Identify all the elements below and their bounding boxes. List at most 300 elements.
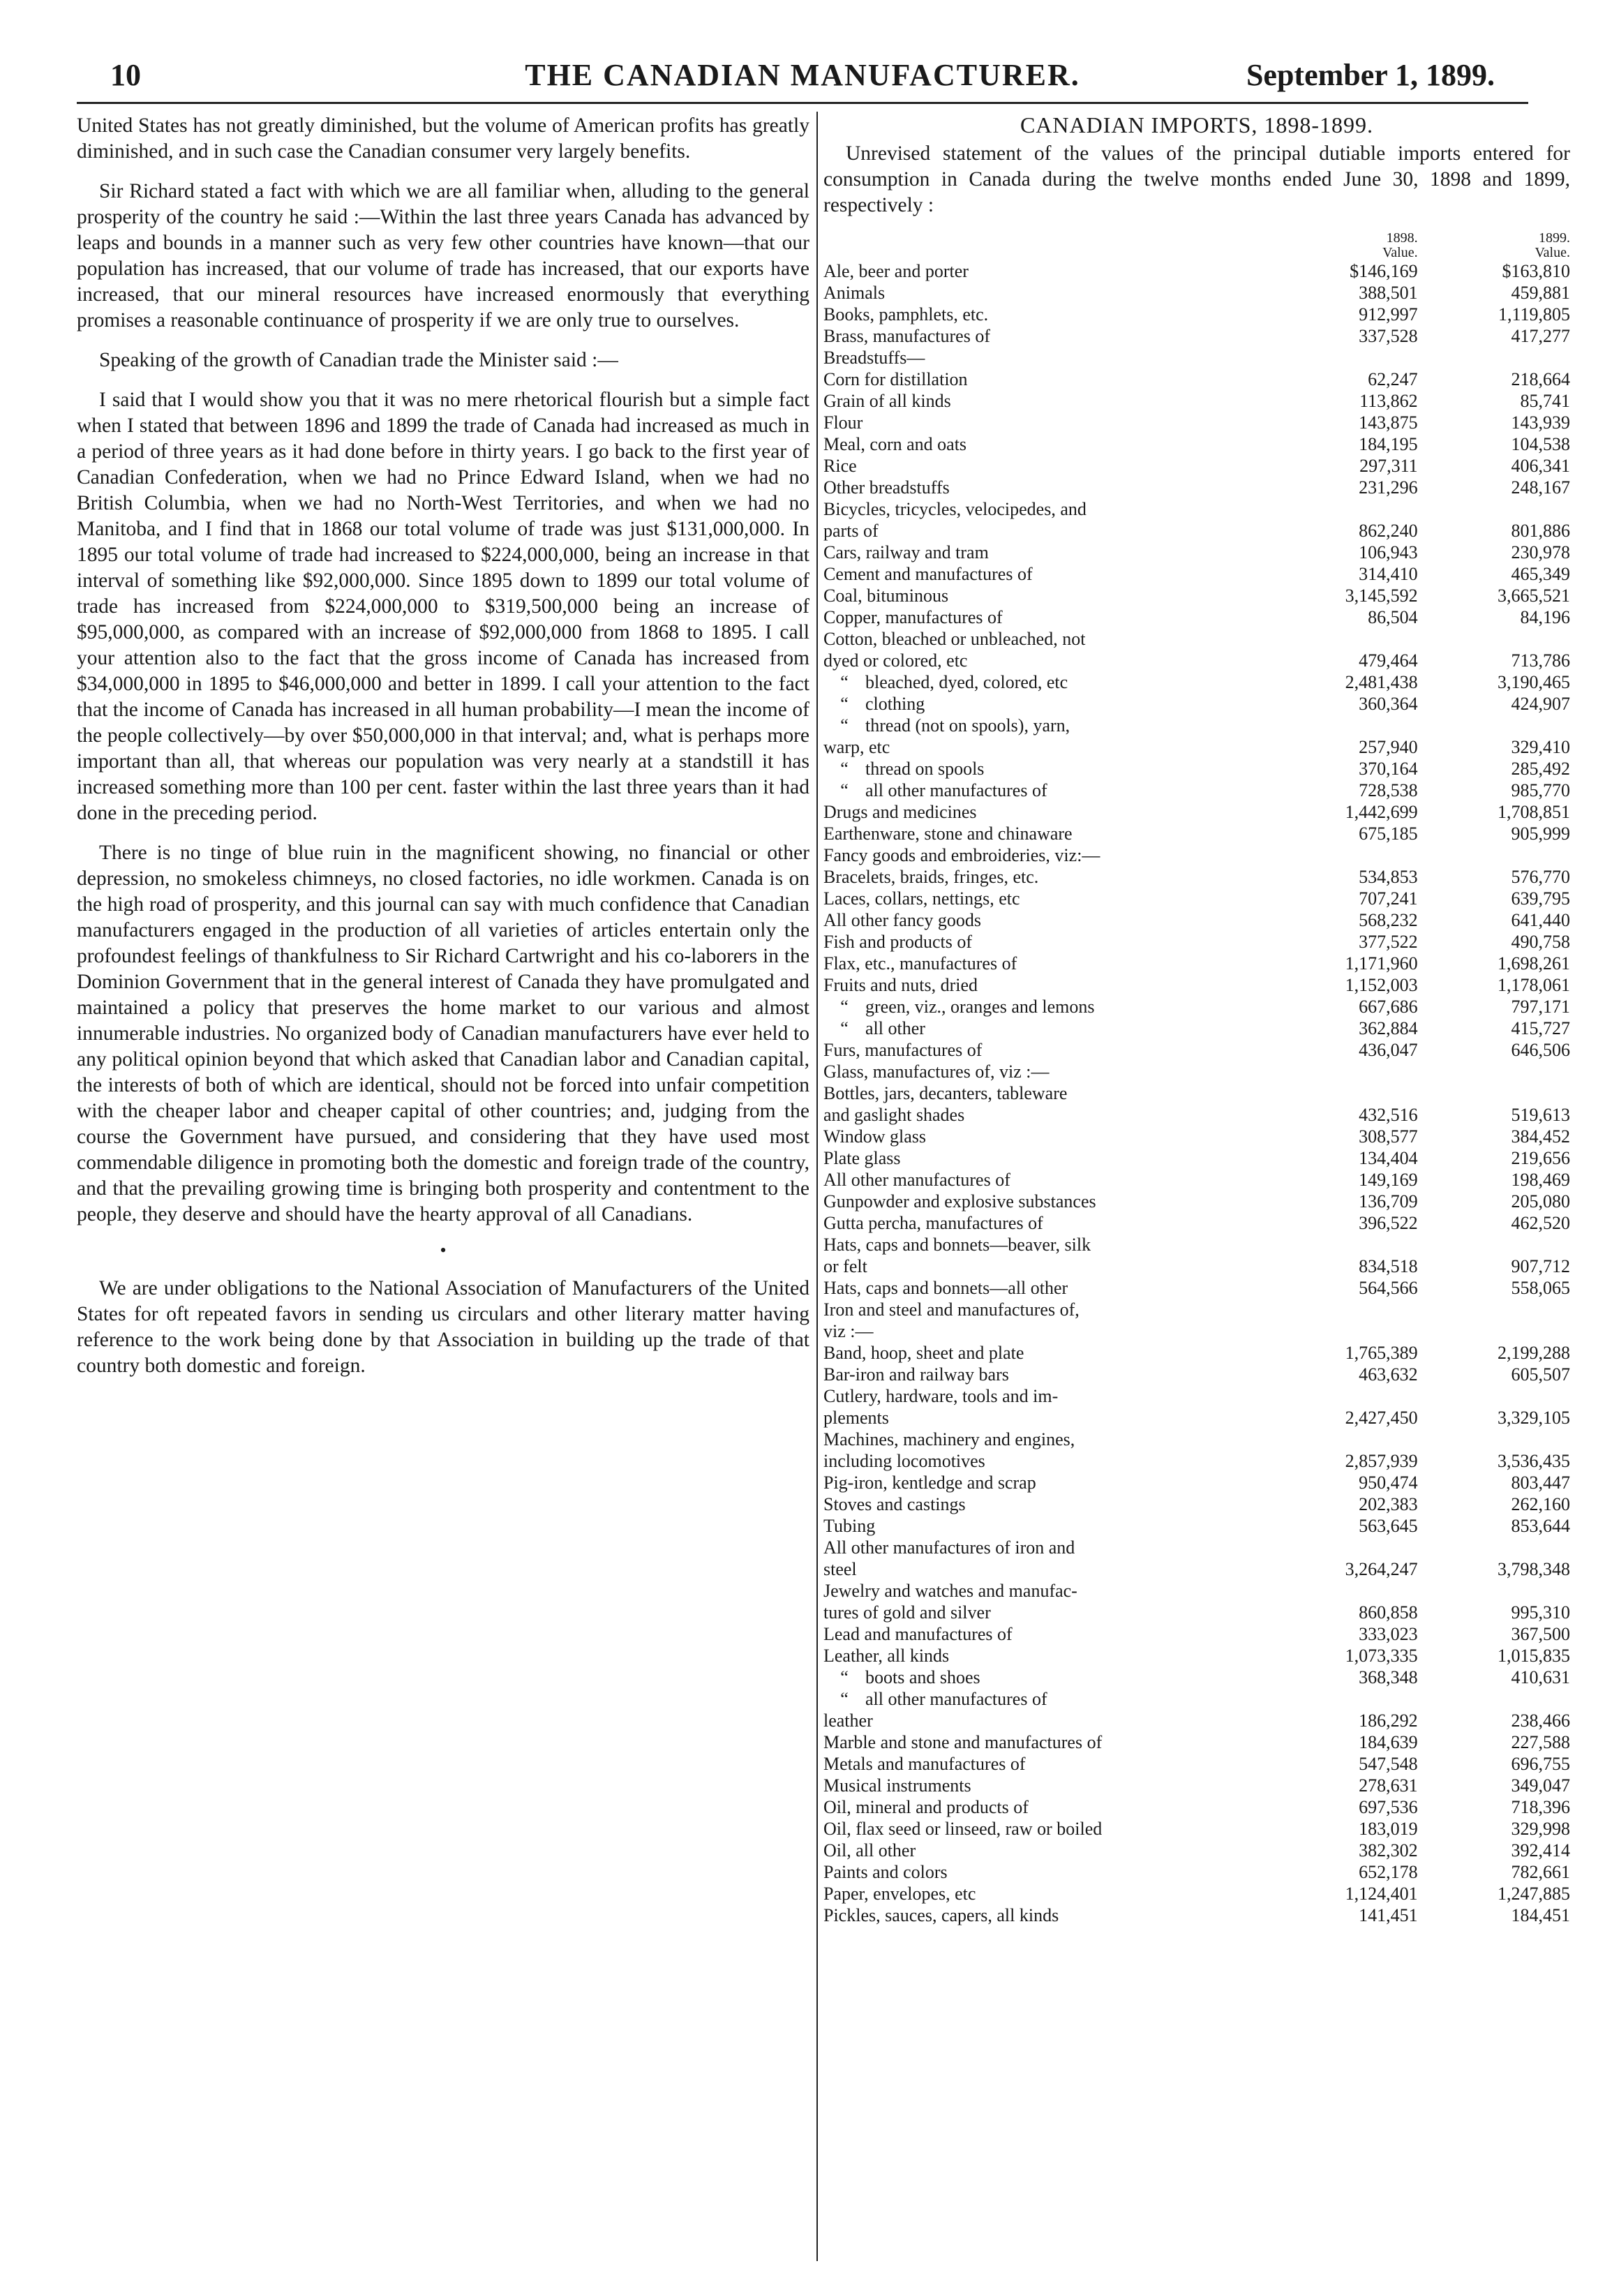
value-1898: 184,639	[1359, 1732, 1418, 1752]
import-item-label	[823, 1558, 1271, 1580]
import-item-label	[823, 1039, 1271, 1061]
import-item-label	[823, 1580, 1271, 1602]
value-1898: 1,124,401	[1345, 1884, 1418, 1904]
value-1899: 227,588	[1511, 1732, 1570, 1752]
value-1899: 384,452	[1511, 1126, 1570, 1147]
value-1899	[1438, 1385, 1570, 1407]
value-1898: 149,169	[1359, 1170, 1418, 1190]
import-item-text: thread (not on spools), yarn,	[865, 715, 1070, 736]
value-1899: 646,506	[1511, 1040, 1570, 1060]
value-1899	[1438, 844, 1570, 866]
value-1899	[1438, 1537, 1570, 1558]
import-item-label	[823, 1645, 1271, 1667]
value-1899: 230,978	[1511, 542, 1570, 562]
value-1899: 605,507	[1511, 1364, 1570, 1385]
import-item-label	[823, 844, 1271, 866]
import-item-label	[823, 304, 1271, 325]
value-1899: 519,613	[1511, 1105, 1570, 1125]
import-item-text: Lead and manufactures of	[823, 1624, 1013, 1644]
value-1898: 257,940	[1359, 737, 1418, 757]
import-item-label	[823, 909, 1271, 931]
value-1899: 718,396	[1511, 1797, 1570, 1817]
import-item-text: Cars, railway and tram	[823, 542, 989, 562]
import-item-text: Marble and stone and manufactures of	[823, 1732, 1103, 1752]
ditto-mark: “	[840, 780, 849, 800]
import-item-text: Other breadstuffs	[823, 477, 950, 498]
value-1899: 639,795	[1511, 888, 1570, 909]
import-item-label	[823, 1493, 1271, 1515]
value-1898: 564,566	[1359, 1278, 1418, 1298]
import-item-text: bleached, dyed, colored, etc	[865, 672, 1068, 692]
table-row	[823, 1364, 1570, 1385]
table-row	[823, 1580, 1570, 1602]
table-row	[823, 1169, 1570, 1191]
import-item-text: Rice	[823, 456, 857, 476]
value-1898: 534,853	[1359, 867, 1418, 887]
import-item-text: leather	[823, 1710, 873, 1731]
import-item-text: tures of gold and silver	[823, 1602, 991, 1623]
import-item-label	[823, 563, 1271, 585]
value-1898: 2,857,939	[1345, 1451, 1418, 1471]
value-1899: 184,451	[1511, 1905, 1570, 1925]
value-1898: 278,631	[1359, 1775, 1418, 1796]
value-label-1898: Value.	[1382, 245, 1418, 260]
import-item-label	[823, 433, 1271, 455]
import-item-label	[823, 1277, 1271, 1299]
table-row	[823, 1710, 1570, 1731]
import-item-text: Furs, manufactures of	[823, 1040, 983, 1060]
table-row	[823, 1537, 1570, 1558]
import-item-label	[823, 520, 1271, 542]
import-item-label	[823, 888, 1271, 909]
import-item-label	[823, 1429, 1271, 1450]
table-row	[823, 1775, 1570, 1796]
import-item-text: thread on spools	[865, 759, 985, 779]
table-row	[823, 1126, 1570, 1147]
import-item-label	[823, 1234, 1271, 1255]
import-item-label	[823, 1667, 1271, 1688]
value-1898	[1271, 1299, 1437, 1320]
table-row	[823, 1493, 1570, 1515]
value-1899: 462,520	[1511, 1213, 1570, 1233]
table-row	[823, 1061, 1570, 1082]
import-item-label	[823, 1364, 1271, 1385]
import-item-text: Bottles, jars, decanters, tableware	[823, 1083, 1068, 1103]
import-item-text: Glass, manufactures of, viz :—	[823, 1061, 1050, 1082]
value-1899: 349,047	[1511, 1775, 1570, 1796]
value-1898: 436,047	[1359, 1040, 1418, 1060]
value-1899: 641,440	[1511, 910, 1570, 930]
import-item-label	[823, 1017, 1271, 1039]
value-1898: 2,427,450	[1345, 1408, 1418, 1428]
column-divider	[816, 112, 818, 2261]
table-row	[823, 1450, 1570, 1472]
import-item-text: Meal, corn and oats	[823, 434, 967, 454]
imports-column	[823, 113, 1570, 1926]
import-item-label	[823, 347, 1271, 368]
value-1898: 834,518	[1359, 1256, 1418, 1276]
import-item-text: including locomotives	[823, 1451, 985, 1471]
value-1898: 184,195	[1359, 434, 1418, 454]
import-item-text: Oil, flax seed or linseed, raw or boiled	[823, 1819, 1103, 1839]
value-1899: 696,755	[1511, 1754, 1570, 1774]
ditto-mark: “	[840, 1018, 849, 1038]
import-item-text: All other manufactures of iron and	[823, 1537, 1075, 1558]
value-1899: 104,538	[1511, 434, 1570, 454]
table-row	[823, 542, 1570, 563]
table-row	[823, 1255, 1570, 1277]
table-row	[823, 1904, 1570, 1926]
table-row	[823, 390, 1570, 412]
import-item-label	[823, 390, 1271, 412]
article-paragraph: Speaking of the growth of Canadian trade the Minister said :—	[99, 349, 618, 371]
value-1899: 143,939	[1511, 412, 1570, 433]
imports-table-body	[823, 260, 1570, 1926]
table-row	[823, 736, 1570, 758]
value-1898	[1271, 1320, 1437, 1342]
import-item-text: Jewelry and watches and manufac-	[823, 1581, 1077, 1601]
value-1898: 362,884	[1359, 1018, 1418, 1038]
value-1899: 3,665,521	[1498, 586, 1570, 606]
value-1899: 995,310	[1511, 1602, 1570, 1623]
value-1898: 141,451	[1359, 1905, 1418, 1925]
value-1899: 803,447	[1511, 1473, 1570, 1493]
value-1899: 406,341	[1511, 456, 1570, 476]
article-column	[77, 113, 809, 1393]
import-item-label	[823, 498, 1271, 520]
value-1898: 86,504	[1368, 607, 1418, 627]
value-1898: 912,997	[1359, 304, 1418, 325]
value-1899: 329,410	[1511, 737, 1570, 757]
import-item-text: Books, pamphlets, etc.	[823, 304, 989, 325]
import-item-text: Gutta percha, manufactures of	[823, 1213, 1043, 1233]
import-item-label	[823, 1731, 1271, 1753]
value-1898	[1271, 1061, 1437, 1082]
ditto-mark: “	[840, 1667, 849, 1687]
import-item-text: Earthenware, stone and chinaware	[823, 823, 1073, 844]
import-item-label	[823, 650, 1271, 671]
table-row	[823, 671, 1570, 693]
table-row	[823, 585, 1570, 606]
value-1899: 367,500	[1511, 1624, 1570, 1644]
value-1899: 415,727	[1511, 1018, 1570, 1038]
import-item-label	[823, 758, 1271, 780]
value-1899	[1438, 1299, 1570, 1320]
import-item-label	[823, 1299, 1271, 1320]
value-1899: 853,644	[1511, 1516, 1570, 1536]
import-item-label	[823, 1061, 1271, 1082]
table-row	[823, 628, 1570, 650]
value-1898: 3,264,247	[1345, 1559, 1418, 1579]
import-item-text: Coal, bituminous	[823, 586, 949, 606]
import-item-label	[823, 1212, 1271, 1234]
table-row	[823, 477, 1570, 498]
import-item-label	[823, 866, 1271, 888]
import-item-text: Band, hoop, sheet and plate	[823, 1343, 1024, 1363]
value-1898: 186,292	[1359, 1710, 1418, 1731]
import-item-text: Paints and colors	[823, 1862, 948, 1882]
table-row	[823, 304, 1570, 325]
imports-table	[823, 231, 1570, 1926]
value-1899	[1438, 1320, 1570, 1342]
value-1899: 465,349	[1511, 564, 1570, 584]
value-1898: 1,765,389	[1345, 1343, 1418, 1363]
value-1899: 262,160	[1511, 1494, 1570, 1514]
table-row	[823, 801, 1570, 823]
import-item-label	[823, 1472, 1271, 1493]
import-item-text: Flour	[823, 412, 863, 433]
value-1899: 1,708,851	[1498, 802, 1570, 822]
value-1898: 432,516	[1359, 1105, 1418, 1125]
imports-title: CANADIAN IMPORTS, 1898-1899.	[1020, 112, 1374, 137]
import-item-label	[823, 628, 1271, 650]
header-1898: 1898.	[1386, 230, 1418, 246]
value-1899: 3,536,435	[1498, 1451, 1570, 1471]
header-1899: 1899.	[1539, 230, 1570, 246]
import-item-label	[823, 1191, 1271, 1212]
value-1899: 1,178,061	[1498, 975, 1570, 995]
value-1899: 907,712	[1511, 1256, 1570, 1276]
value-1898: 308,577	[1359, 1126, 1418, 1147]
value-1898: 231,296	[1359, 477, 1418, 498]
import-item-text: Fancy goods and embroideries, viz:—	[823, 845, 1100, 865]
value-1898: 3,145,592	[1345, 586, 1418, 606]
table-row	[823, 606, 1570, 628]
import-item-label	[823, 1775, 1271, 1796]
value-1899: 3,329,105	[1498, 1408, 1570, 1428]
value-1899: 205,080	[1511, 1191, 1570, 1212]
value-1898: 368,348	[1359, 1667, 1418, 1687]
import-item-label	[823, 780, 1271, 801]
import-item-label	[823, 974, 1271, 996]
table-row	[823, 931, 1570, 953]
value-1898: 950,474	[1359, 1473, 1418, 1493]
value-1898: 134,404	[1359, 1148, 1418, 1168]
import-item-label	[823, 282, 1271, 304]
value-1899	[1438, 1082, 1570, 1104]
value-1899: 218,664	[1511, 369, 1570, 389]
value-1899: 248,167	[1511, 477, 1570, 498]
value-1899	[1438, 1234, 1570, 1255]
value-1898: 1,442,699	[1345, 802, 1418, 822]
import-item-text: Cement and manufactures of	[823, 564, 1033, 584]
import-item-label	[823, 1169, 1271, 1191]
import-item-text: Pickles, sauces, capers, all kinds	[823, 1905, 1059, 1925]
import-item-text: Cutlery, hardware, tools and im-	[823, 1386, 1059, 1406]
import-item-label	[823, 1688, 1271, 1710]
import-item-text: clothing	[865, 694, 925, 714]
import-item-text: Gunpowder and explosive substances	[823, 1191, 1096, 1212]
import-item-label	[823, 542, 1271, 563]
value-1899: 84,196	[1520, 607, 1570, 627]
import-item-label	[823, 1342, 1271, 1364]
value-1899: 490,758	[1511, 932, 1570, 952]
value-1898: 183,019	[1359, 1819, 1418, 1839]
page-header	[77, 57, 1528, 99]
table-row	[823, 1645, 1570, 1667]
value-1898: 667,686	[1359, 997, 1418, 1017]
value-1899: 285,492	[1511, 759, 1570, 779]
table-row	[823, 455, 1570, 477]
table-row	[823, 1039, 1570, 1061]
value-1898: 1,171,960	[1345, 953, 1418, 974]
table-row	[823, 1234, 1570, 1255]
value-1899	[1438, 628, 1570, 650]
import-item-text: Corn for distillation	[823, 369, 968, 389]
import-item-label	[823, 671, 1271, 693]
table-row	[823, 412, 1570, 433]
table-row	[823, 1342, 1570, 1364]
import-item-text: Oil, all other	[823, 1840, 916, 1861]
table-row	[823, 823, 1570, 844]
import-item-text: plements	[823, 1408, 889, 1428]
table-row	[823, 563, 1570, 585]
table-row	[823, 1515, 1570, 1537]
ditto-mark: “	[840, 997, 849, 1017]
table-row	[823, 433, 1570, 455]
article-paragraph: I said that I would show you that it was no mere rhetorical flourish but a simple fact when I stated that between 1896 and 1899 the trade of Canada had increased as much in a period of three years as it had done before in thirty years. I go back to the first year of Canadian Confederation, when we had no Prince Edward Island, when we had no British Columbia, when we had no North-West Territories, and when we had no Manitoba, and I find that in 1868 our total volume of trade was just $131,000,000. In 1895 our total volume of trade had increased to $224,000,000, being an increase in that interval of something like $92,000,000. Since 1895 down to 1899 our total volume of trade has increased from $224,000,000 to $319,500,000 being an increase of $95,000,000, as compared with an increase of $92,000,000 from 1868 to 1895. I call your attention also to the fact that the gross income of Canada has increased from $34,000,000 in 1895 to $46,000,000 and better in 1899. I call your attention to the fact that the income of Canada has increased in all human probability—I mean the income of the people collectively—by over $50,000,000 in that interval; and, what is perhaps more important than all, that whereas our population was very nearly at a standstill it has increased something more than 100 per cent. faster within the last three years than it had done in the preceding period.	[77, 389, 809, 824]
table-row	[823, 1796, 1570, 1818]
import-item-text: Bar-iron and railway bars	[823, 1364, 1009, 1385]
import-item-text: green, viz., oranges and lemons	[865, 997, 1095, 1017]
value-1898: 860,858	[1359, 1602, 1418, 1623]
table-row	[823, 1688, 1570, 1710]
table-row	[823, 650, 1570, 671]
import-item-text: Metals and manufactures of	[823, 1754, 1026, 1774]
import-item-text: Stoves and castings	[823, 1494, 966, 1514]
value-1899: 576,770	[1511, 867, 1570, 887]
import-item-text: All other fancy goods	[823, 910, 982, 930]
import-item-text: Hats, caps and bonnets—beaver, silk	[823, 1235, 1091, 1255]
table-row	[823, 325, 1570, 347]
value-1898: 697,536	[1359, 1797, 1418, 1817]
import-item-text: All other manufactures of	[823, 1170, 1010, 1190]
value-1898	[1271, 1234, 1437, 1255]
value-1899	[1438, 498, 1570, 520]
value-1898: 862,240	[1359, 521, 1418, 541]
import-item-label	[823, 455, 1271, 477]
value-1898: 2,481,438	[1345, 672, 1418, 692]
value-1899: 1,698,261	[1498, 953, 1570, 974]
table-row	[823, 368, 1570, 390]
table-row	[823, 520, 1570, 542]
value-1898: $146,169	[1350, 261, 1418, 281]
table-row	[823, 1191, 1570, 1212]
import-item-text: Fish and products of	[823, 932, 973, 952]
value-1899	[1438, 1061, 1570, 1082]
value-1898: 314,410	[1359, 564, 1418, 584]
value-1898: 396,522	[1359, 1213, 1418, 1233]
import-item-text: Musical instruments	[823, 1775, 971, 1796]
closing-paragraph: We are under obligations to the National Association of Manufacturers of the United States for oft repeated favors in sending us circulars and other literary matter having reference to the work being done by that Association in building up the trade of that country both domestic and foreign.	[77, 1277, 809, 1377]
import-item-label	[823, 477, 1271, 498]
table-row	[823, 844, 1570, 866]
value-1898: 136,709	[1359, 1191, 1418, 1212]
value-1899: 410,631	[1511, 1667, 1570, 1687]
import-item-text: Window glass	[823, 1126, 926, 1147]
table-row	[823, 909, 1570, 931]
value-1899: 1,247,885	[1498, 1884, 1570, 1904]
value-1898: 479,464	[1359, 650, 1418, 671]
import-item-text: all other manufactures of	[865, 780, 1047, 800]
import-item-label	[823, 736, 1271, 758]
ditto-mark: “	[840, 1689, 849, 1709]
publication-title: THE CANADIAN MANUFACTURER.	[525, 58, 1080, 92]
value-1898	[1271, 715, 1437, 736]
table-row	[823, 953, 1570, 974]
import-item-text: Hats, caps and bonnets—all other	[823, 1278, 1068, 1298]
import-item-label	[823, 715, 1271, 736]
value-1899	[1438, 1688, 1570, 1710]
value-1899: 1,015,835	[1498, 1646, 1570, 1666]
header-rule	[77, 102, 1528, 104]
value-1899: 713,786	[1511, 650, 1570, 671]
import-item-text: steel	[823, 1559, 857, 1579]
table-row	[823, 498, 1570, 520]
value-1899: 238,466	[1511, 1710, 1570, 1731]
import-item-text: Plate glass	[823, 1148, 901, 1168]
table-row	[823, 1731, 1570, 1753]
table-row	[823, 1818, 1570, 1840]
import-item-label	[823, 1883, 1271, 1904]
import-item-text: Cotton, bleached or unbleached, not	[823, 629, 1086, 649]
value-1898: 388,501	[1359, 283, 1418, 303]
value-1899: 85,741	[1520, 391, 1570, 411]
value-1898: 1,152,003	[1345, 975, 1418, 995]
import-item-label	[823, 1407, 1271, 1429]
table-row	[823, 866, 1570, 888]
import-item-text: Iron and steel and manufactures of,	[823, 1299, 1080, 1320]
table-header-row	[823, 246, 1570, 260]
value-1898	[1271, 347, 1437, 368]
value-1898: 202,383	[1359, 1494, 1418, 1514]
value-1898: 337,528	[1359, 326, 1418, 346]
value-1899	[1438, 1580, 1570, 1602]
value-1898: 143,875	[1359, 412, 1418, 433]
value-1898: 370,164	[1359, 759, 1418, 779]
table-row	[823, 1472, 1570, 1493]
value-1898: 382,302	[1359, 1840, 1418, 1861]
import-item-label	[823, 953, 1271, 974]
table-row	[823, 1104, 1570, 1126]
value-1899: 905,999	[1511, 823, 1570, 844]
import-item-text: Paper, envelopes, etc	[823, 1884, 976, 1904]
table-row	[823, 1147, 1570, 1169]
table-row	[823, 715, 1570, 736]
value-1899: 3,190,465	[1498, 672, 1570, 692]
import-item-text: Tubing	[823, 1516, 876, 1536]
table-row	[823, 780, 1570, 801]
import-item-label	[823, 1623, 1271, 1645]
import-item-label	[823, 412, 1271, 433]
import-item-text: Laces, collars, nettings, etc	[823, 888, 1020, 909]
import-item-text: or felt	[823, 1256, 867, 1276]
import-item-label	[823, 1515, 1271, 1537]
import-item-text: viz :—	[823, 1321, 874, 1341]
table-row	[823, 1320, 1570, 1342]
import-item-text: boots and shoes	[865, 1667, 980, 1687]
import-item-text: Drugs and medicines	[823, 802, 977, 822]
import-item-text: Machines, machinery and engines,	[823, 1429, 1075, 1449]
table-row	[823, 758, 1570, 780]
value-1899: 219,656	[1511, 1148, 1570, 1168]
value-1899: 782,661	[1511, 1862, 1570, 1882]
value-1898	[1271, 1429, 1437, 1450]
table-row	[823, 1883, 1570, 1904]
value-1898	[1271, 1385, 1437, 1407]
value-1899: 985,770	[1511, 780, 1570, 800]
import-item-label	[823, 1147, 1271, 1169]
